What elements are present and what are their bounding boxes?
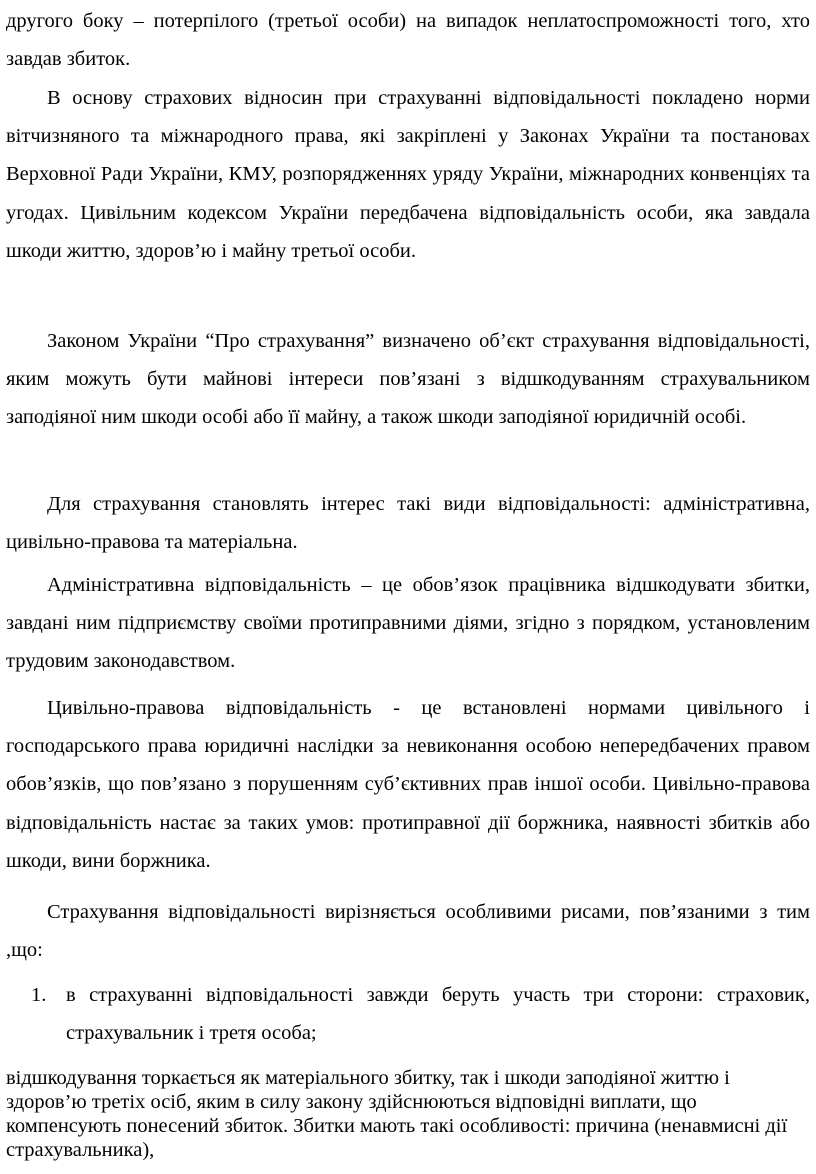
paragraph-compensation: відшкодування торкається як матеріального збитку, так і шкоди заподіяної життю і здоров’ю третіх осіб, яким в силу закону здійснюються відповідні виплати, що компенсують понесений збиток. Збитки мають такі особливості: причина (ненавмисні дії страхувальника), xyxy=(6,1067,788,1161)
list-item-1 xyxy=(31,976,810,1052)
paragraph-liability-types: Для страхування становлять інтерес такі види відповідальності: адміністративна, цивільно-правова та матеріальна. xyxy=(6,493,810,554)
paragraph-insurance-law: Законом України “Про страхування” визначено об’єкт страхування відповідальності, яким можуть бути майнові інтереси пов’язані з відшкодуванням страхувальником заподіяної ним шкоди особі або її майну, а також шкоди заподіяної юридичній особі. xyxy=(6,330,810,429)
paragraph-features-intro: Страхування відповідальності вирізняється особливими рисами, пов’язаними з тим ,що: xyxy=(6,901,810,962)
paragraph-legal-basis: В основу страхових відносин при страхуванні відповідальності покладено норми вітчизняного та міжнародного права, які закріплені у Законах України та постановах Верховної Ради України, КМУ, розпорядженнях уряду України, міжнародних конвенціях та угодах. Цивільним кодексом України передбачена відповідальність особи, яка завдала шкоди життю, здоров’ю і майну третьої особи. xyxy=(6,87,810,262)
paragraph-civil-liability: Цивільно-правова відповідальність - це встановлені нормами цивільного і господарського права юридичні наслідки за невиконання особою непередбачених правом обов’язків, що пов’язано з порушенням суб’єктивних прав іншої особи. Цивільно-правова відповідальність настає за таких умов: протиправної дії боржника, наявності збитків або шкоди, вини боржника. xyxy=(6,697,810,872)
list-item-text: в страхуванні відповідальності завжди беруть участь три сторони: страховик, страхувальник і третя особа; xyxy=(66,984,810,1045)
paragraph-continuation: другого боку – потерпілого (третьої особи) на випадок неплатоспроможності того, хто завдав збиток. xyxy=(6,10,810,71)
list-item-number: 1. xyxy=(31,984,47,1006)
paragraph-administrative-liability: Адміністративна відповідальність – це обов’язок працівника відшкодувати збитки, завдані ним підприємству своїми протиправними діями, згідно з порядком, установленим трудовим законодавством. xyxy=(6,574,810,673)
